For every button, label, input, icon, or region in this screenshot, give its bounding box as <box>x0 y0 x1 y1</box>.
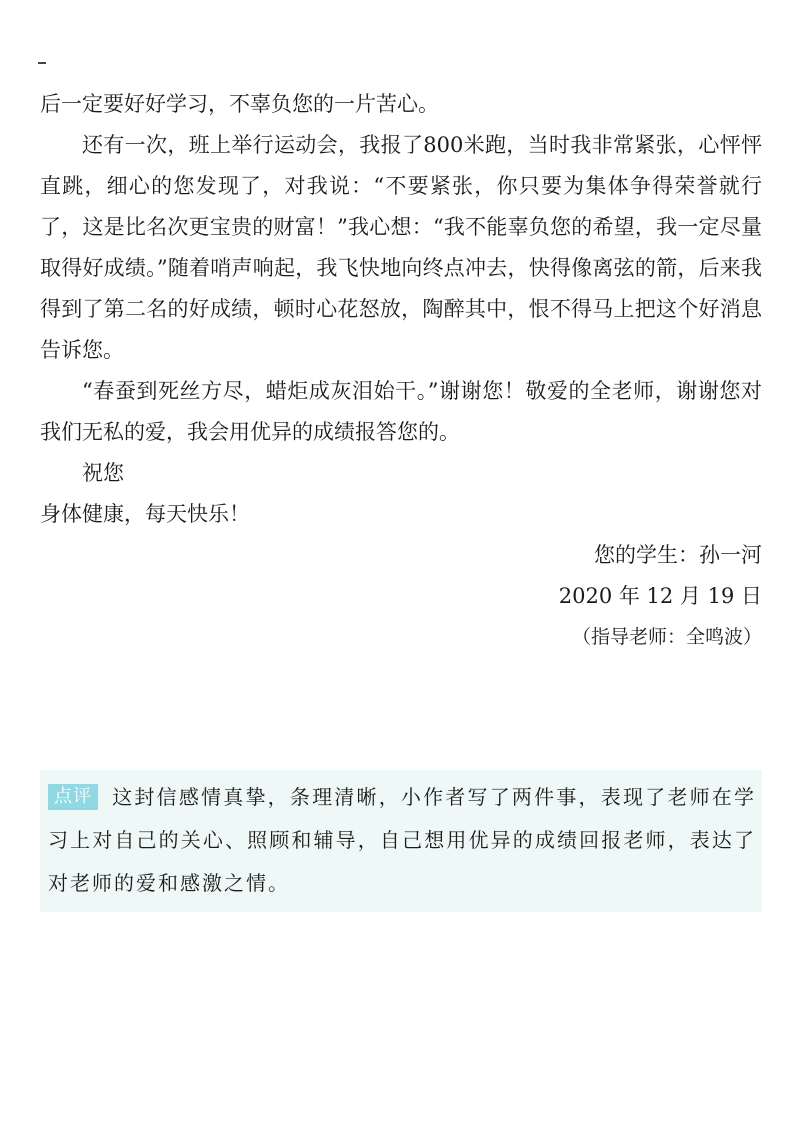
letter-date: 2020 年 12 月 19 日 <box>558 584 762 608</box>
closing-greeting: 祝您 <box>82 461 124 485</box>
review-badge: 点评 <box>48 784 98 810</box>
letter-paragraph-1: 后一定要好好学习，不辜负您的一片苦心。 <box>40 92 439 116</box>
closing-wish: 身体健康，每天快乐！ <box>40 502 250 526</box>
letter-paragraph-2: 还有一次，班上举行运动会，我报了800米跑，当时我非常紧张，心怦怦直跳，细心的您发现了，对我说：“不要紧张，你只要为集体争得荣誉就行了，这是比名次更宝贵的财富！”我心想：“我不能辜负您的希望，我一定尽量取得好成绩。”随着哨声响起，我飞快地向终点冲去，快得像离弦的箭，后来我得到了第二名的好成绩，顿时心花怒放，陶醉其中，恨不得马上把这个好消息告诉您。 <box>40 133 762 362</box>
page-mark <box>38 62 46 64</box>
letter-body <box>40 84 762 658</box>
letter-paragraph-3: “春蚕到死丝方尽，蜡炬成灰泪始干。”谢谢您！敬爱的全老师，谢谢您对我们无私的爱，我会用优异的成绩报答您的。 <box>40 379 762 444</box>
review-box <box>40 770 762 912</box>
instructor-note: （指导老师：全鸣波） <box>571 626 762 648</box>
signature: 您的学生：孙一河 <box>594 543 762 567</box>
review-text: 这封信感情真挚，条理清晰，小作者写了两件事，表现了老师在学习上对自己的关心、照顾和辅导，自己想用优异的成绩回报老师，表达了对老师的爱和感激之情。 <box>48 785 756 895</box>
